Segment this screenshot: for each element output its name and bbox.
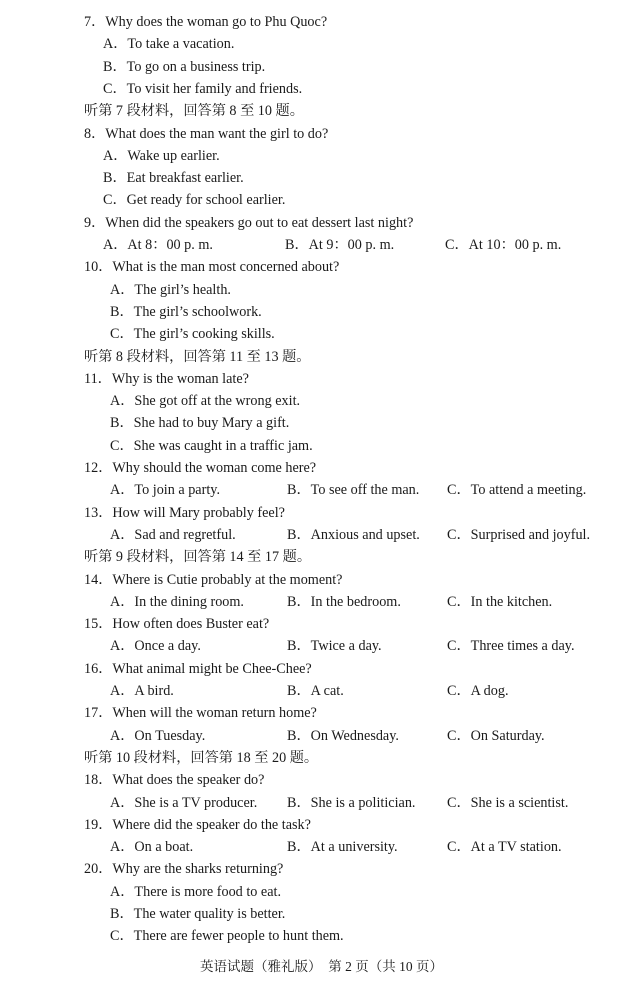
answer-option: C．A dog. (447, 683, 509, 699)
answer-option: B．To see off the man. (287, 482, 420, 499)
answer-option: A．A bird. (110, 683, 174, 699)
question-stem: 17．When will the woman return home? (84, 705, 317, 722)
answer-option: A．In the dining room. (110, 593, 244, 610)
answer-option: C．She was caught in a traffic jam. (110, 437, 313, 454)
answer-option: B．The girl’s schoolwork. (110, 303, 262, 320)
answer-option: A．She is a TV producer. (110, 794, 258, 811)
answer-option: C．On Saturday. (447, 727, 545, 744)
question-stem: 9．When did the speakers go out to eat dessert last night? (84, 214, 414, 231)
answer-option: A．To join a party. (110, 482, 220, 499)
answer-option: B．Twice a day. (287, 638, 382, 655)
answer-option: C．To attend a meeting. (447, 482, 587, 499)
question-stem: 15．How often does Buster eat? (84, 616, 270, 633)
answer-option: C．The girl’s cooking skills. (110, 326, 275, 343)
answer-option: C．There are fewer people to hunt them. (110, 928, 344, 945)
answer-option: A．Wake up earlier. (103, 147, 220, 164)
answer-option: C．Surprised and joyful. (447, 526, 591, 543)
question-stem: 7．Why does the woman go to Phu Quoc? (84, 14, 328, 30)
question-stem: 13．How will Mary probably feel? (84, 504, 285, 521)
answer-option: A．Once a day. (110, 638, 201, 655)
answer-option: B．At 9：00 p. m. (285, 237, 395, 253)
answer-option: A．Sad and regretful. (110, 526, 236, 543)
answer-option: C．Get ready for school earlier. (103, 192, 286, 209)
section-instruction: 听第 9 段材料，回答第 14 至 17 题。 (84, 549, 312, 566)
answer-option: A．At 8：00 p. m. (103, 237, 213, 253)
question-stem: 16．What animal might be Chee-Chee? (84, 660, 312, 677)
page-footer: 英语试题（雅礼版） 第 2 页（共 10 页） (200, 959, 443, 974)
answer-option: A．The girl’s health. (110, 281, 231, 298)
answer-option: A．There is more food to eat. (110, 883, 281, 900)
answer-option: B．At a university. (287, 839, 398, 856)
answer-option: A．She got off at the wrong exit. (110, 393, 301, 410)
question-stem: 19．Where did the speaker do the task? (84, 816, 311, 833)
answer-option: C．In the kitchen. (447, 593, 553, 610)
answer-option: C．Three times a day. (447, 638, 575, 655)
answer-option: B．The water quality is better. (110, 906, 286, 922)
answer-option: C．At a TV station. (447, 839, 562, 856)
answer-option: C．At 10：00 p. m. (445, 237, 562, 253)
question-stem: 20．Why are the sharks returning? (84, 861, 284, 878)
question-stem: 18．What does the speaker do? (84, 772, 265, 789)
answer-option: B．Eat breakfast earlier. (103, 170, 244, 187)
answer-option: A．To take a vacation. (103, 36, 235, 53)
section-instruction: 听第 10 段材料，回答第 18 至 20 题。 (84, 749, 319, 766)
answer-option: C．To visit her family and friends. (103, 80, 303, 97)
section-instruction: 听第 7 段材料，回答第 8 至 10 题。 (84, 103, 304, 120)
answer-option: C．She is a scientist. (447, 794, 569, 811)
question-stem: 11．Why is the woman late? (84, 370, 249, 387)
section-instruction: 听第 8 段材料，回答第 11 至 13 题。 (84, 348, 311, 365)
question-stem: 10．What is the man most concerned about? (84, 259, 340, 276)
answer-option: B．A cat. (287, 683, 344, 699)
question-stem: 8．What does the man want the girl to do? (84, 125, 329, 142)
answer-option: B．Anxious and upset. (287, 526, 420, 543)
answer-option: B．On Wednesday. (287, 727, 399, 744)
answer-option: B．To go on a business trip. (103, 58, 266, 75)
question-stem: 12．Why should the woman come here? (84, 460, 317, 476)
answer-option: B．She is a politician. (287, 794, 416, 811)
answer-option: A．On Tuesday. (110, 727, 206, 744)
answer-option: A．On a boat. (110, 839, 194, 856)
answer-option: B．In the bedroom. (287, 593, 401, 610)
answer-option: B．She had to buy Mary a gift. (110, 415, 290, 432)
question-stem: 14．Where is Cutie probably at the moment? (84, 571, 343, 588)
